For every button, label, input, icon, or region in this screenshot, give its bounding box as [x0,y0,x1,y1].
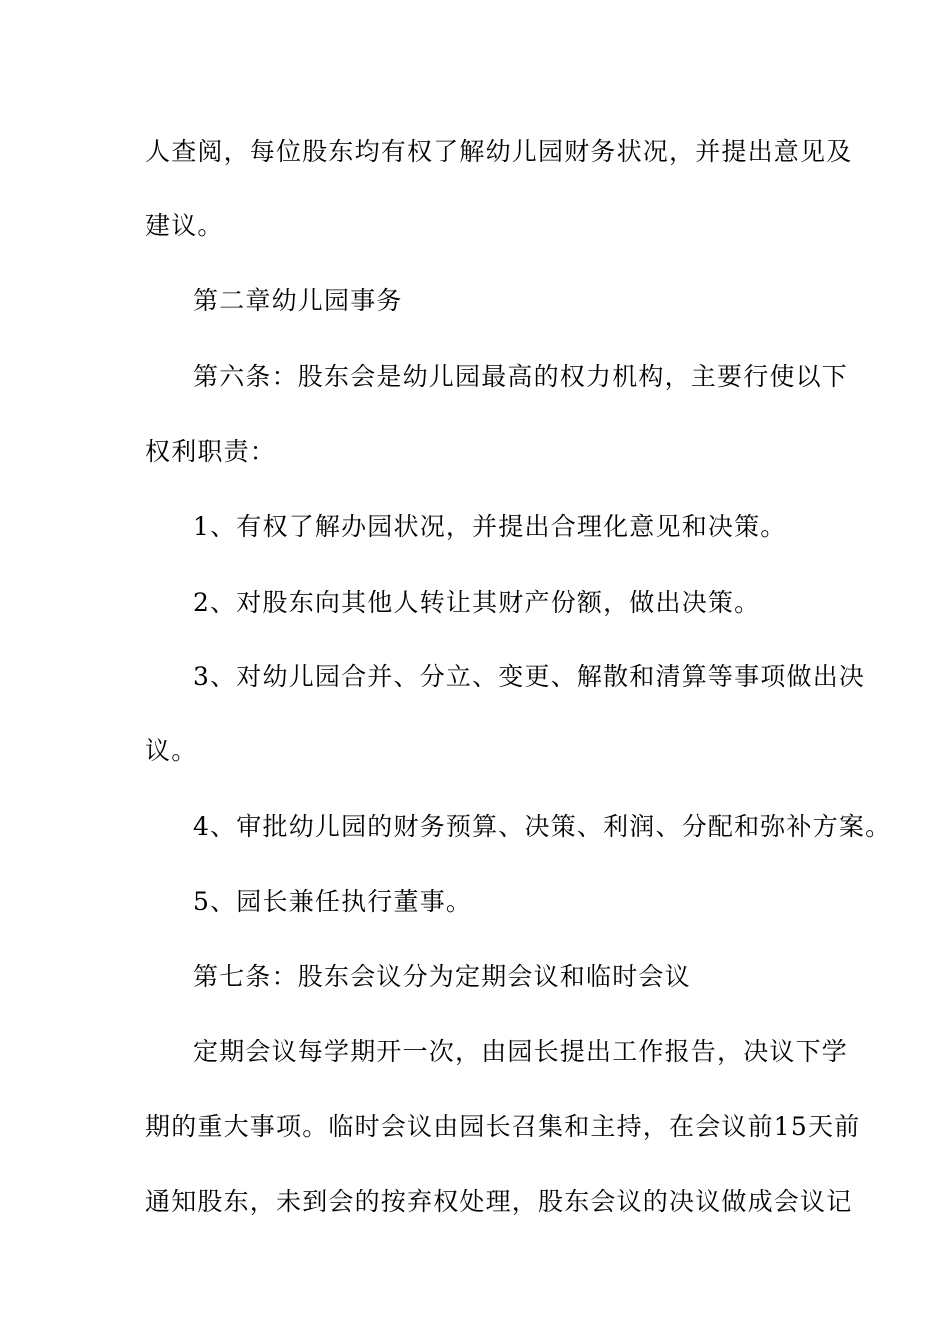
list-item-1: 1、有权了解办园状况，并提出合理化意见和决策。 [193,512,787,541]
body-text-line: 议。 [145,736,198,765]
body-text-line: 权利职责： [145,437,277,466]
body-text-line: 定期会议每学期开一次，由园长提出工作报告，决议下学 [193,1037,849,1066]
body-text-line: 通知股东，未到会的按弃权处理，股东会议的决议做成会议记 [145,1187,853,1216]
list-item-4: 4、审批幼儿园的财务预算、决策、利润、分配和弥补方案。 [193,812,892,841]
list-item-5: 5、园长兼任执行董事。 [193,887,473,916]
article-six-text: 第六条：股东会是幼儿园最高的权力机构，主要行使以下 [193,362,849,391]
chapter-heading: 第二章幼儿园事务 [193,286,403,315]
body-text-line: 建议。 [145,211,224,240]
article-seven-text: 第七条：股东会议分为定期会议和临时会议 [193,962,691,991]
body-text-line: 期的重大事项。临时会议由园长召集和主持，在会议前15天前 [145,1112,861,1141]
list-item-2: 2、对股东向其他人转让其财产份额，做出决策。 [193,588,761,617]
list-item-3: 3、对幼儿园合并、分立、变更、解散和清算等事项做出决 [193,662,866,691]
body-text-line: 人查阅，每位股东均有权了解幼儿园财务状况，并提出意见及 [145,137,853,166]
